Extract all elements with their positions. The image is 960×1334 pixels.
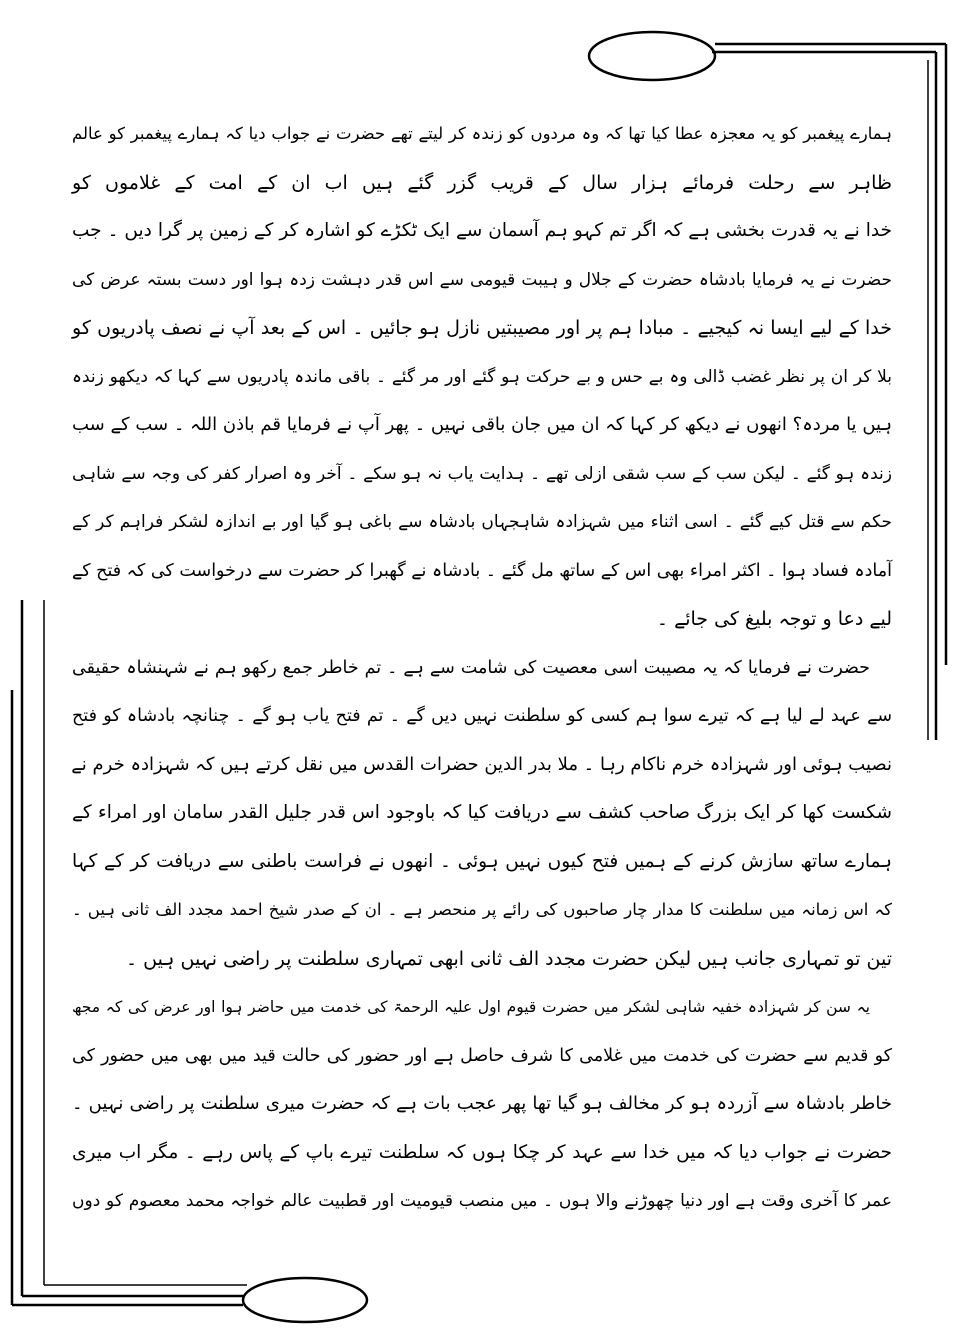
text-line: حضرت نے یہ فرمایا بادشاہ حضرت کے جلال و ہیبت قیومی سے اس قدر دہشت زدہ ہوا اور دست بستہ عرض کی [72, 269, 892, 290]
text-line: عمر کا آخری وقت ہے اور دنیا چھوڑنے والا ہوں ۔ میں منصب قیومیت اور قطبیت عالم خواجہ محمد معصوم کو دوں [72, 1191, 892, 1211]
bottom-ornament-oval [243, 1278, 367, 1322]
text-line: کو قدیم سے حضرت کی خدمت میں غلامی کا شرف حاصل ہے اور حضور کی حالت قید میں بھی میں حضور کی [72, 1045, 892, 1066]
top-ornament-oval [589, 32, 715, 80]
paragraph-start-line: یہ سن کر شہزادہ خفیہ شاہی لشکر میں حضرت قیوم اول علیہ الرحمۃ کی خدمت میں حاضر ہوا اور عرض کی کہ مجھ [72, 998, 870, 1016]
urdu-text-body [72, 112, 892, 1228]
text-line: زندہ ہو گئے ۔ لیکن سب کے سب شقی ازلی تھے ۔ ہدایت یاب نہ ہو سکے ۔ آخر وہ اصرار کفر کی وجہ سے شاہی [72, 463, 892, 484]
text-line: ہمارے ساتھ سازش کرنے کے ہمیں فتح کیوں نہیں ہوئی ۔ انھوں نے فراست باطنی سے دریافت کر کے کہا [72, 850, 892, 872]
text-line: لیے دعا و توجہ بلیغ کی جائے ۔ [656, 608, 892, 630]
text-line: نصیب ہوئی اور شہزادہ خرم ناکام رہا ۔ ملا بدر الدین حضرات القدس میں نقل کرتے ہیں کہ شہزادہ خرم نے [71, 753, 892, 775]
text-line: آمادہ فساد ہوا ۔ اکثر امراء بھی اس کے ساتھ مل گئے ۔ بادشاہ نے گھبرا کر حضرت سے درخواست کی کہ فتح کے [72, 560, 892, 581]
paragraph-start-line: حضرت نے فرمایا کہ یہ مصیبت اسی معصیت کی شامت سے ہے ۔ تم خاطر جمع رکھو ہم نے شہنشاہ حقیقی [72, 657, 870, 678]
text-line: ہیں یا مردہ؟ انھوں نے دیکھ کر کہا کہ ان میں جان باقی نہیں ۔ پھر آپ نے فرمایا قم باذن اللہ ۔ سب کے سب [72, 414, 892, 435]
text-line: خدا کے لیے ایسا نہ کیجیے ۔ مبادا ہم پر اور مصیبتیں نازل ہو جائیں ۔ اس کے بعد آپ نے نصف پادریوں کو [72, 317, 892, 339]
text-line: حضرت نے جواب دیا کہ میں خدا سے عہد کر چکا ہوں کہ سلطنت تیرے باپ کے پاس رہے ۔ مگر اب میری [72, 1141, 892, 1163]
text-line: ہمارے پیغمبر کو یہ معجزہ عطا کیا تھا کہ وہ مردوں کو زندہ کر لیتے تھے حضرت نے جواب دیا کہ ہمارے پیغمبر کو عالم [72, 124, 892, 143]
text-line: شکست کھا کر ایک بزرگ صاحب کشف سے دریافت کیا کہ باوجود اس قدر جلیل القدر سامان اور امراء کے [72, 802, 892, 823]
text-line: سے عہد لے لیا ہے کہ تیرے سوا ہم کسی کو سلطنت نہیں دیں گے ۔ تم فتح یاب ہو گے ۔ چنانچہ بادشاہ کو فتح [72, 706, 892, 726]
text-line: تین تو تمہاری جانب ہیں لیکن حضرت مجدد الف ثانی ابھی تمہاری سلطنت پر راضی نہیں ہیں ۔ [125, 947, 892, 970]
text-line: خدا نے یہ قدرت بخشی ہے کہ اگر تم کہو ہم آسمان سے ایک ٹکڑے کو اشارہ کر کے زمین پر گرا دیں ۔ جب [72, 220, 892, 241]
text-line: حکم سے قتل کیے گئے ۔ اسی اثناء میں شہزادہ شاہجہاں بادشاہ سے باغی ہو گیا اور بے اندازہ لشکر فراہم کر کے [72, 512, 892, 532]
text-line: بلا کر ان پر نظر غضب ڈالی وہ بے حس و بے حرکت ہو گئے اور مر گئے ۔ باقی ماندہ پادریوں سے کہا کہ دیکھو زندہ [72, 366, 892, 387]
text-line: خاطر بادشاہ سے آزردہ ہو کر مخالف ہو گیا تھا پھر عجب بات ہے کہ حضرت میری سلطنت پر راضی نہیں ۔ [72, 1093, 892, 1114]
text-line: ظاہر سے رحلت فرمائے ہزار سال کے قریب گزر گئے ہیں اب ان کے امت کے غلاموں کو [72, 171, 892, 194]
text-line: کہ اس زمانہ میں سلطنت کا مدار چار صاحبوں کی رائے پر منحصر ہے ۔ ان کے صدر شیخ احمد مجدد الف ثانی ہیں ۔ [72, 900, 892, 919]
